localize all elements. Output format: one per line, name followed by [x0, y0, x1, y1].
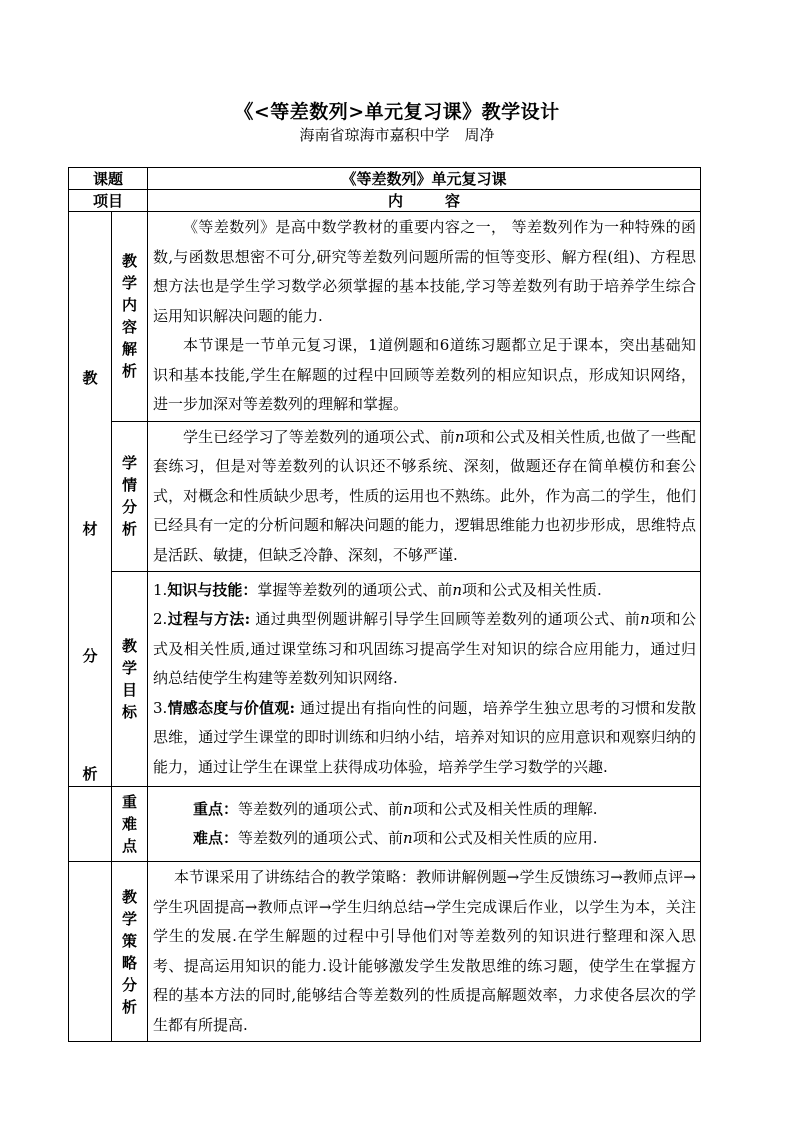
row-key-points: [69, 787, 701, 862]
lesson-design-table: [68, 167, 701, 1042]
label-objectives: 教 学 目 标: [112, 572, 148, 787]
content-analysis-text: 《等差数列》是高中数学教材的重要内容之一， 等差数列作为一种特殊的函数,与函数思想密不可分,研究等差数列问题所需的恒等变形、解方程(组)、方程思想方法也是学生学习数学必须掌握的基本技能,学习等差数列有助于培养学生综合运用知识解决问题的能力. 本节课是一节单元复习课，1道例题和6道练习题都立足于课本，突出基础知识和基本技能,学生在解题的过程中回顾等差数列的相应知识点，形成知识网络，进一步加深对等差数列的理解和掌握。: [148, 212, 701, 422]
label-content-analysis: 教 学 内 容 解 析: [112, 212, 148, 422]
key-points-text: [148, 787, 701, 862]
section-label-char: 教: [82, 369, 98, 387]
strategy-text: 本节课采用了讲练结合的教学策略：教师讲解例题→学生反馈练习→教师点评→学生巩固提高→教师点评→学生归纳总结→学生完成课后作业，以学生为本，关注学生的发展.在学生解题的过程中引导他们对等差数列的知识进行整理和深入思考、提高运用知识的能力.设计能够激发学生发散思维的练习题，使学生在掌握方程的基本方法的同时,能够结合等差数列的性质提高解题效率，力求使各层次的学生都有所提高.: [148, 862, 701, 1042]
objectives-text: [148, 572, 701, 787]
learner-analysis-text: 学生已经学习了等差数列的通项公式、前n项和公式及相关性质,也做了一些配套练习，但是对等差数列的认识还不够系统、深刻，做题还存在简单模仿和套公式，对概念和性质缺少思考，性质的运用也不熟练。此外，作为高二的学生，他们已经具有一定的分析问题和解决问题的能力，逻辑思维能力也初步形成，思维特点是活跃、敏捷，但缺乏冷静、深刻，不够严谨.: [148, 421, 701, 572]
section-label-char: 分: [82, 647, 98, 665]
topic-value-cell: 《等差数列》单元复习课: [148, 168, 701, 190]
label-strategy: 教 学 策 略 分 析: [112, 862, 148, 1042]
section-label-char: 析: [82, 765, 98, 783]
section-label-textbook-analysis: [69, 212, 112, 787]
row-learner-analysis: [69, 421, 701, 572]
row-objectives: [69, 572, 701, 787]
strategy-blank-cell: [69, 862, 112, 1042]
item-label-cell: 项目: [69, 190, 148, 212]
header-row-topic: [69, 168, 701, 190]
document-subtitle: 海南省琼海市嘉积中学 周净: [299, 126, 495, 144]
header-row-item: [69, 190, 701, 212]
document-title: 《<等差数列>单元复习课》教学设计: [234, 101, 560, 123]
objective-knowledge: 1.知识与技能：掌握等差数列的通项公式、前n项和公式及相关性质.: [153, 580, 602, 599]
row-strategy: [69, 862, 701, 1042]
key-point-difficulty: 难点：等差数列的通项公式、前n项和公式及相关性质的应用.: [193, 829, 598, 847]
section-label-char: 材: [82, 520, 98, 538]
key-point-focus: 重点：等差数列的通项公式、前n项和公式及相关性质的理解.: [193, 799, 598, 818]
label-key-points: 重 难 点: [112, 787, 148, 862]
row-content-analysis: [69, 212, 701, 422]
objective-attitude: 3.情感态度与价值观: 通过提出有指向性的问题，培养学生独立思考的习惯和发散思维，通过学生课堂的即时训练和归纳小结，培养对知识的应用意识和观察归纳的能力，通过让学生在课堂上获得成功体验，培养学生学习数学的兴趣.: [153, 698, 697, 776]
objective-process: 2.过程与方法: 通过典型例题讲解引导学生回顾等差数列的通项公式、前n项和公式及相关性质,通过课堂练习和巩固练习提高学生对知识的综合应用能力，通过归纳总结使学生构建等差数列知识网络.: [153, 610, 697, 688]
content-label-cell: 内容: [148, 190, 701, 212]
topic-label-cell: 课题: [69, 168, 148, 190]
key-points-blank-cell: [69, 787, 112, 862]
label-learner-analysis: 学 情 分 析: [112, 421, 148, 572]
